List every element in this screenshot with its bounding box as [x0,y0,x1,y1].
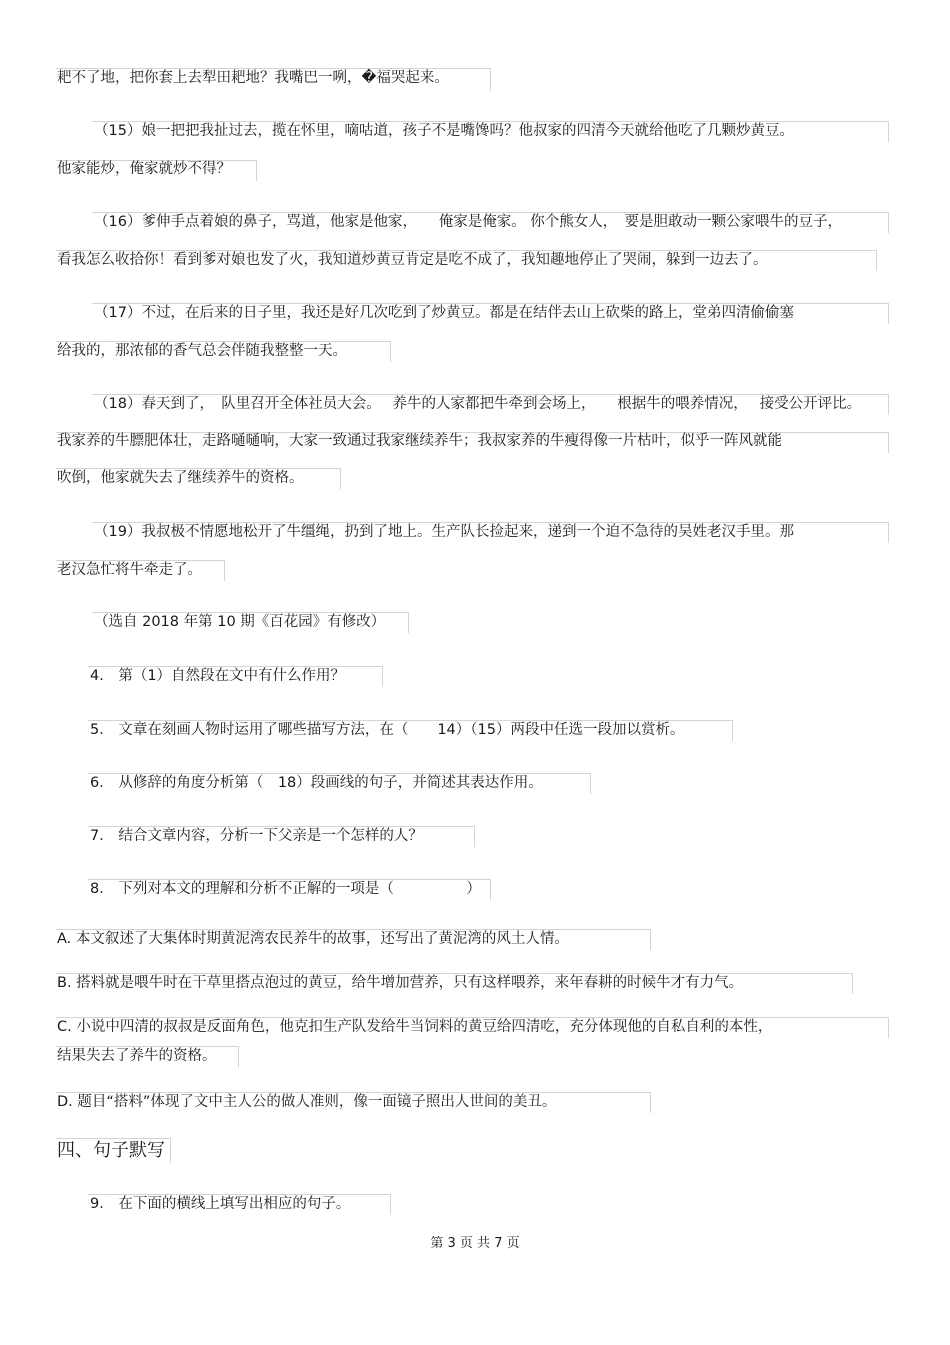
paragraph-19-line-2: 老汉急忙将牛牵走了。 [57,562,202,578]
paragraph-17-line-1: （17）不过，在后来的日子里，我还是好几次吃到了炒黄豆。都是在结伴去山上砍柴的路上，堂弟四清偷偷塞 [94,305,794,321]
option-d: D. 题目“搭料”体现了文中主人公的做人准则，像一面镜子照出人世间的美丑。 [57,1094,557,1110]
question-9: 9． 在下面的横线上填写出相应的句子。 [90,1196,351,1212]
paragraph-15-line-2: 他家能炒，俺家就炒不得？ [57,161,231,177]
paragraph-16-line-1: （16）爹伸手点着娘的鼻子，骂道，他家是他家， 俺家是俺家。 你个熊女人， 要是胆敢动一颗公家喂牛的豆子， [94,214,843,230]
option-c-line-1: C. 小说中四清的叔叔是反面角色，他克扣生产队发给牛当饲料的黄豆给四清吃，充分体现他的自私自利的本性， [57,1019,773,1035]
paragraph-18-line-2: 我家养的牛膘肥体壮，走路嗵嗵响，大家一致通过我家继续养牛；我叔家养的牛瘦得像一片枯叶，似乎一阵风就能 [57,433,782,449]
question-7: 7． 结合文章内容，分析一下父亲是一个怎样的人？ [90,828,423,844]
option-a: A. 本文叙述了大集体时期黄泥湾农民养牛的故事，还写出了黄泥湾的风土人情。 [57,931,569,947]
paragraph-18-line-1: （18）春天到了， 队里召开全体社员大会。 养牛的人家都把牛牵到会场上， 根据牛的喂养情况， 接受公开评比。 [94,396,862,412]
paragraph-19-line-1: （19）我叔极不情愿地松开了牛缰绳，扔到了地上。生产队长捡起来，递到一个迫不急待的吴姓老汉手里。那 [94,524,794,540]
source-note: （选自 2018 年第 10 期《百花园》有修改） [94,614,386,630]
question-8: 8． 下列对本文的理解和分析不正解的一项是（ ） [90,881,481,897]
option-c-line-2: 结果失去了养牛的资格。 [57,1048,217,1064]
paragraph-17-line-2: 给我的，那浓郁的香气总会伴随我整整一天。 [57,343,347,359]
paragraph-16-line-2: 看我怎么收拾你！看到爹对娘也发了火，我知道炒黄豆肯定是吃不成了，我知趣地停止了哭闹，躲到一边去了。 [57,252,768,268]
question-6: 6． 从修辞的角度分析第（ 18）段画线的句子，并简述其表达作用。 [90,775,543,791]
question-4: 4． 第（1）自然段在文中有什么作用？ [90,668,346,684]
question-5: 5． 文章在刻画人物时运用了哪些描写方法，在（ 14）（15）两段中任选一段加以赏析。 [90,722,685,738]
paragraph-15-line-1: （15）娘一把把我扯过去，揽在怀里，嘀咕道，孩子不是嘴馋吗？他叔家的四清今天就给他吃了几颗炒黄豆。 [94,123,794,139]
page-number: 第 3 页 共 7 页 [430,1236,520,1251]
option-b: B. 搭料就是喂牛时在干草里搭点泡过的黄豆，给牛增加营养，只有这样喂养，来年春耕的时候牛才有力气。 [57,975,744,991]
paragraph-18-line-3: 吹倒，他家就失去了继续养牛的资格。 [57,470,304,486]
paragraph-14-end: 耙不了地，把你套上去犁田耙地？我嘴巴一咧，�福哭起来。 [57,70,449,86]
section-heading: 四、句子默写 [57,1140,165,1161]
